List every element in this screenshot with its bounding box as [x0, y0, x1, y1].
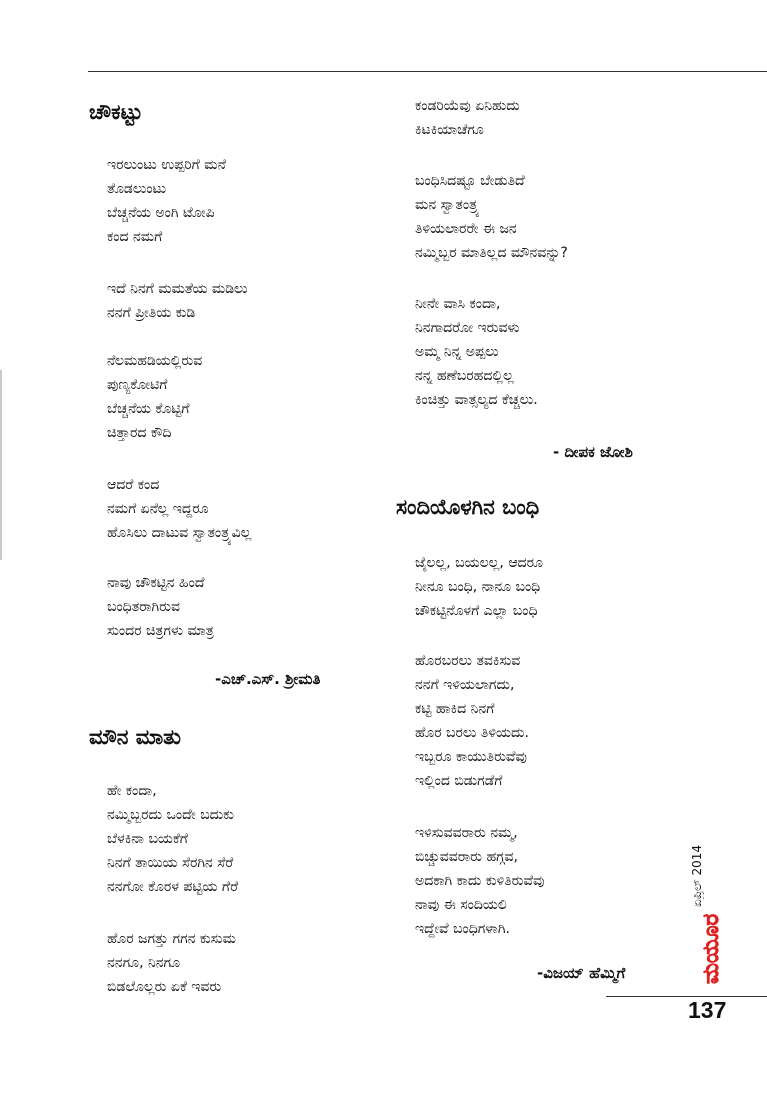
- poem-line: ನಾವು ಚೌಕಟ್ಟಿನ ಹಿಂದೆ: [107, 575, 205, 591]
- poem-line: ನಾವು ಈ ಸಂದಿಯಲಿ: [415, 897, 507, 913]
- poem-title: ಮೌನ ಮಾತು: [89, 725, 181, 749]
- stanza: [107, 277, 248, 325]
- poem-line: ಅಮ್ಮ ನಿನ್ನ ಅಪ್ಪಲು: [415, 344, 499, 360]
- poem-title: ಚೌಕಟ್ಟು: [89, 100, 143, 124]
- poem-line: ನಮ್ಮಿಬ್ಬರ ಮಾತಿಲ್ಲದ ಮೌನವನ್ನು?: [415, 245, 568, 261]
- poem-line: ಜೈಲಲ್ಲ, ಬಯಲಲ್ಲ, ಆದರೂ: [415, 555, 543, 571]
- page-edge-mark: [0, 370, 2, 560]
- stanza: [107, 349, 202, 445]
- poem-line: ಕಿಂಚಿತ್ತು ವಾತ್ಸಲ್ಯದ ಕೆಚ್ಚಲು.: [415, 392, 538, 408]
- stanza: [415, 169, 568, 265]
- poem-line: ನಿನಗೆ ತಾಯಿಯ ಸೆರಗಿನ ಸೆರೆ: [107, 855, 234, 871]
- issue-date: ಏಪ್ರಿಲ್ 2014: [690, 845, 704, 907]
- stanza: [107, 153, 226, 249]
- page-number: 137: [688, 997, 727, 1023]
- poem-line: ಚಿತ್ತಾರದ ಕೌದಿ: [107, 425, 172, 441]
- poem-line: ಕಂಡರಿಯೆವು ಏನಿಹುದು: [415, 98, 520, 114]
- poem-line: ಕಂದ ನಮಗೆ: [107, 229, 163, 245]
- poem-line: ಸುಂದರ ಚಿತ್ರಗಳು ಮಾತ್ರ: [107, 623, 214, 639]
- poem-line: ಕಿಟಕಿಯಾಚೆಗೂ: [415, 122, 484, 138]
- poem-author: - ದೀಪಕ ಜೋಶಿ: [553, 443, 633, 461]
- poem-line: ಇಲ್ಲಿಂದ ಬಿಡುಗಡೆಗೆ: [415, 773, 503, 789]
- poem-line: ಹೊರ ಬರಲು ತಿಳಿಯದು.: [415, 725, 529, 741]
- stanza: [415, 821, 544, 941]
- poem-line: ಹೊರ ಜಗತ್ತು ಗಗನ ಕುಸುಮ: [107, 931, 236, 947]
- poem-line: ನಮಗೆ ಏನೆಲ್ಲ ಇದ್ದರೂ: [107, 501, 209, 517]
- poem-line: ನನಗೆ ಇಳಿಯಲಾಗದು,: [415, 677, 515, 693]
- poem-line: ಬಿಡಲೊಲ್ಲರು ಏಕೆ ಇವರು: [107, 979, 222, 995]
- poem-line: ಬಿಚ್ಚುವವರಾರು ಹಗ್ಗವ,: [415, 849, 518, 865]
- poem-line: ಬೆಚ್ಚನೆಯ ಅಂಗಿ ಟೋಪಿ: [107, 205, 215, 221]
- poem-author: -ವಿಜಯ್ ಹೆಮ್ಮಿಗೆ: [537, 964, 626, 982]
- poem-line: ನನಗೂ, ನಿನಗೂ: [107, 955, 181, 971]
- poem-line: ನೆಲಮಹಡಿಯಲ್ಲಿರುವ: [107, 353, 203, 369]
- stanza: [107, 571, 214, 643]
- poem-line: ಬೆಳಕಿನಾ ಬಯಕೆಗೆ: [107, 831, 188, 847]
- poem-line: ಬಂಧಿತರಾಗಿರುವ: [107, 599, 180, 615]
- stanza: [107, 473, 251, 545]
- stanza: [107, 927, 236, 999]
- poem-line: ನಿನಗಾದರೋ ಇರುವಳು: [415, 320, 520, 336]
- poem-author: -ಎಚ್.ಎಸ್. ಶ್ರೀಮತಿ: [215, 670, 321, 688]
- poem-line: ನಮ್ಮಿಬ್ಬರದು ಒಂದೇ ಬದುಕು: [107, 807, 234, 823]
- poem-line: ನನ್ನ ಹಣೆಬರಹದಲ್ಲಿಲ್ಲ: [415, 368, 514, 384]
- poem-line: ತಿಳಿಯಲಾರರೇ ಈ ಜನ: [415, 221, 517, 237]
- poem-line: ಇಳಿಸುವವರಾರು ನಮ್ಮ,: [415, 825, 518, 841]
- poem-line: ತೊಡಲುಂಟು: [107, 181, 167, 197]
- stanza: [415, 551, 543, 623]
- poem-line: ಇಬ್ಬರೂ ಕಾಯುತಿರುವೆವು: [415, 749, 527, 765]
- poem-line: ಇದ್ದೇವೆ ಬಂಧಿಗಳಾಗಿ.: [415, 921, 510, 937]
- poem-line: ನೀನೇ ವಾಸಿ ಕಂದಾ,: [415, 296, 501, 312]
- stanza: [415, 94, 520, 142]
- poem-line: ಚೌಕಟ್ಟಿನೊಳಗೆ ಎಲ್ಲಾ ಬಂಧಿ: [415, 603, 538, 619]
- stanza: [107, 779, 238, 899]
- stanza: [415, 649, 529, 793]
- poem-line: ಕಟ್ಟಿ ಹಾಕಿದ ನಿನಗೆ: [415, 701, 495, 717]
- top-rule: [88, 71, 767, 72]
- poem-line: ಹೇ ಕಂದಾ,: [107, 783, 157, 799]
- poem-line: ಮನ ಸ್ವಾತಂತ್ರ್ಯ: [415, 197, 480, 213]
- poem-line: ನೀನೂ ಬಂಧಿ, ನಾನೂ ಬಂಧಿ: [415, 579, 541, 595]
- poem-line: ನನಗೆ ಪ್ರೀತಿಯ ಕುಡಿ: [107, 305, 196, 321]
- poem-line: ಇದೆ ನಿನಗೆ ಮಮತೆಯ ಮಡಿಲು: [107, 281, 248, 297]
- poem-title: ಸಂದಿಯೊಳಗಿನ ಬಂಧಿ: [396, 495, 540, 519]
- stanza: [415, 292, 538, 412]
- poem-line: ಆದರೆ ಕಂದ: [107, 477, 160, 493]
- poem-line: ನನಗೋ ಕೊರಳ ಪಟ್ಟಿಯ ಗೆರೆ: [107, 879, 239, 895]
- poem-line: ಅದಕಾಗಿ ಕಾದು ಕುಳಿತಿರುವೆವು: [415, 873, 545, 889]
- poem-line: ಪುಣ್ಯಕೋಟಿಗೆ: [107, 377, 168, 393]
- poem-line: ಇರಲುಂಟು ಉಪ್ಪರಿಗೆ ಮನೆ: [107, 157, 226, 173]
- bottom-rule: [606, 996, 767, 997]
- poem-line: ಬೆಚ್ಚನೆಯ ಕೊಟ್ಟಿಗೆ: [107, 401, 190, 417]
- poem-line: ಹೊಸಿಲು ದಾಟುವ ಸ್ವಾತಂತ್ರ್ಯವಿಲ್ಲ: [107, 525, 252, 541]
- poem-line: ಬಂಧಿಸಿದಷ್ಟೂ ಬೇಡುತಿದೆ: [415, 173, 525, 189]
- magazine-logo: ಮಯೂರ: [699, 913, 724, 985]
- poem-line: ಹೊರಬರಲು ತವಕಿಸುವ: [415, 653, 521, 669]
